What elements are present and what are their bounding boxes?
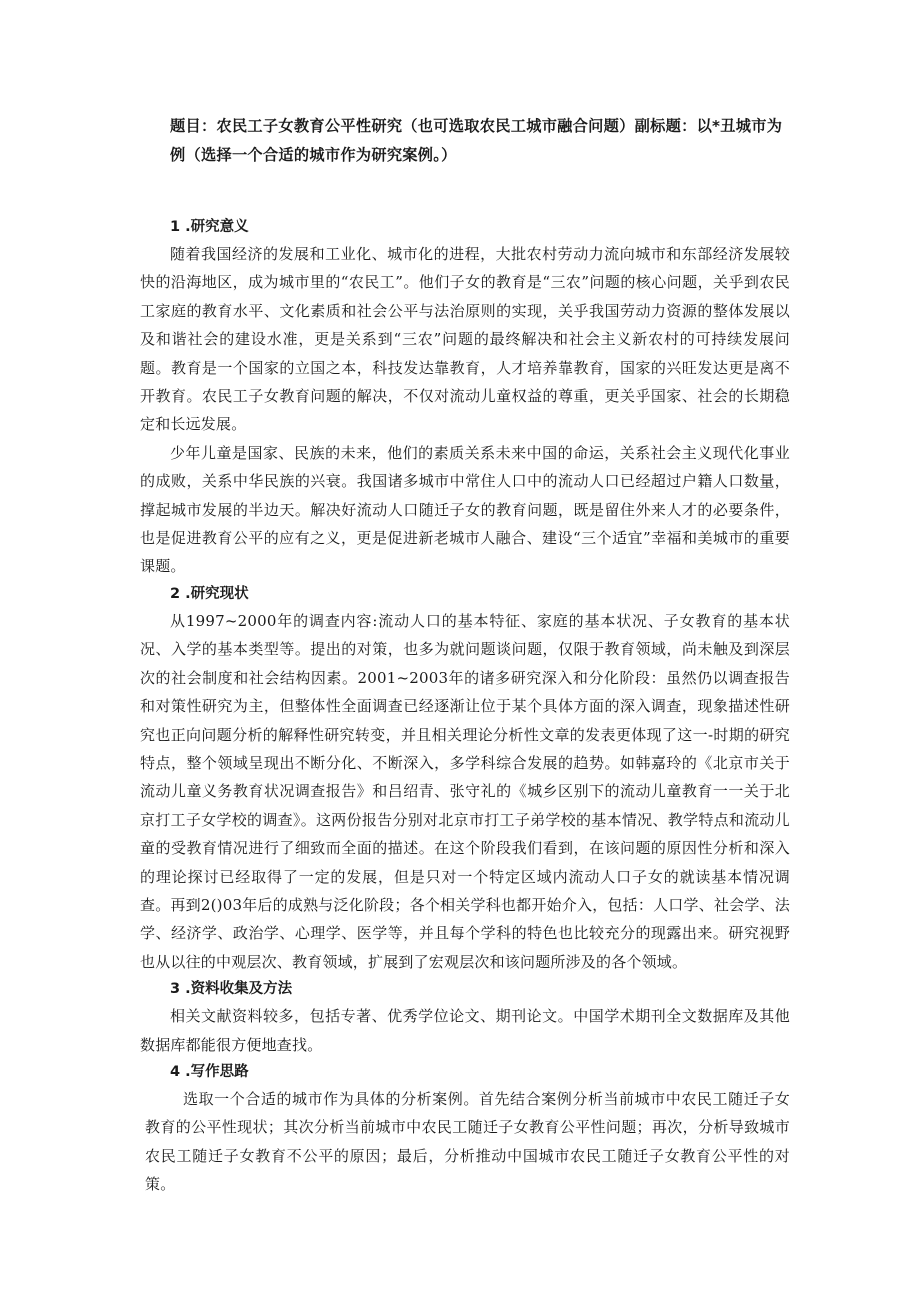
section-data-collection (140, 976, 790, 1059)
section-heading: 2 .研究现状 (170, 585, 249, 602)
section-heading: 3 .资料收集及方法 (170, 981, 293, 998)
paragraph: 随着我国经济的发展和工业化、城市化的进程，大批农村劳动力流向城市和东部经济发展较快的沿海地区，成为城市里的“农民工”。他们子女的教育是“三农”问题的核心问题，关乎到农民工家庭的教育水平、文化素质和社会公平与法治原则的实现，关乎我国劳动力资源的整体发展以及和谐社会的建设水准，更是关系到“三农”问题的最终解决和社会主义新农村的可持续发展问题。教育是一个国家的立国之本，科技发达靠教育，人才培养靠教育，国家的兴旺发达更是离不开教育。农民工子女教育问题的解决，不仅对流动儿童权益的尊重，更关乎国家、社会的长期稳定和长远发展。 (140, 245, 790, 434)
section-heading: 1 .研究意义 (170, 219, 249, 235)
section-writing-approach (140, 1059, 790, 1199)
paragraph: 相关文献资料较多，包括专著、优秀学位论文、期刊论文。中国学术期刊全文数据库及其他数据库都能很方便地查找。 (140, 1007, 790, 1054)
section-research-significance (140, 214, 790, 581)
paragraph: 少年儿童是国家、民族的未来，他们的素质关系未来中国的命运，关系社会主义现代化事业的成败，关系中华民族的兴衰。我国诸多城市中常住人口中的流动人口已经超过户籍人口数量，撑起城市发展的半边天。解决好流动人口随迁子女的教育问题，既是留住外来人才的必要条件，也是促进教育公平的应有之义，更是促进新老城市人融合、建设“三个适宜”幸福和美城市的重要课题。 (140, 443, 790, 576)
document-title: 题目：农民工子女教育公平性研究（也可选取农民工城市融合问题）副标题：以*丑城市为例（选择一个合适的城市作为研究案例。） (170, 117, 783, 164)
section-research-status (140, 581, 790, 976)
section-heading: 4 .写作思路 (170, 1063, 249, 1080)
document-page (140, 112, 790, 1199)
paragraph: 选取一个合适的城市作为具体的分析案例。首先结合案例分析当前城市中农民工随迁子女教育的公平性现状；其次分析当前城市中农民工随迁子女教育公平性问题；再次，分析导致城市农民工随迁子女教育不公平的原因；最后，分析推动中国城市农民工随迁子女教育公平性的对策。 (145, 1089, 790, 1194)
paragraph: 从1997~2000年的调查内容:流动人口的基本特征、家庭的基本状况、子女教育的基本状况、入学的基本类型等。提出的对策，也多为就问题谈问题，仅限于教育领域，尚未触及到深层次的社会制度和社会结构因素。2001~2003年的诸多研究深入和分化阶段：虽然仍以调查报告和对策性研究为主，但整体性全面调查已经逐渐让位于某个具体方面的深入调查，现象描述性研究也正向问题分析的解释性研究转变，并且相关理论分析性文章的发表更体现了这一-时期的研究特点，整个领域呈现出不断分化、不断深入，多学科综合发展的趋势。如韩嘉玲的《北京市关于流动儿童义务教育状况调查报告》和吕绍青、张守礼的《城乡区别下的流动儿童教育一一关于北京打工子女学校的调查》。这两份报告分别对北京市打工子弟学校的基本情况、教学特点和流动儿童的受教育情况进行了细致而全面的描述。在这个阶段我们看到，在该问题的原因性分析和深入的理论探讨已经取得了一定的发展，但是只对一个特定区域内流动人口子女的就读基本情况调查。再到2()03年后的成熟与泛化阶段；各个相关学科也都开始介入，包括：人口学、社会学、法学、经济学、政治学、心理学、医学等，并且每个学科的特色也比较充分的现露出来。研究视野也从以往的中观层次、教育领域，扩展到了宏观层次和该问题所涉及的各个领域。 (140, 611, 790, 971)
